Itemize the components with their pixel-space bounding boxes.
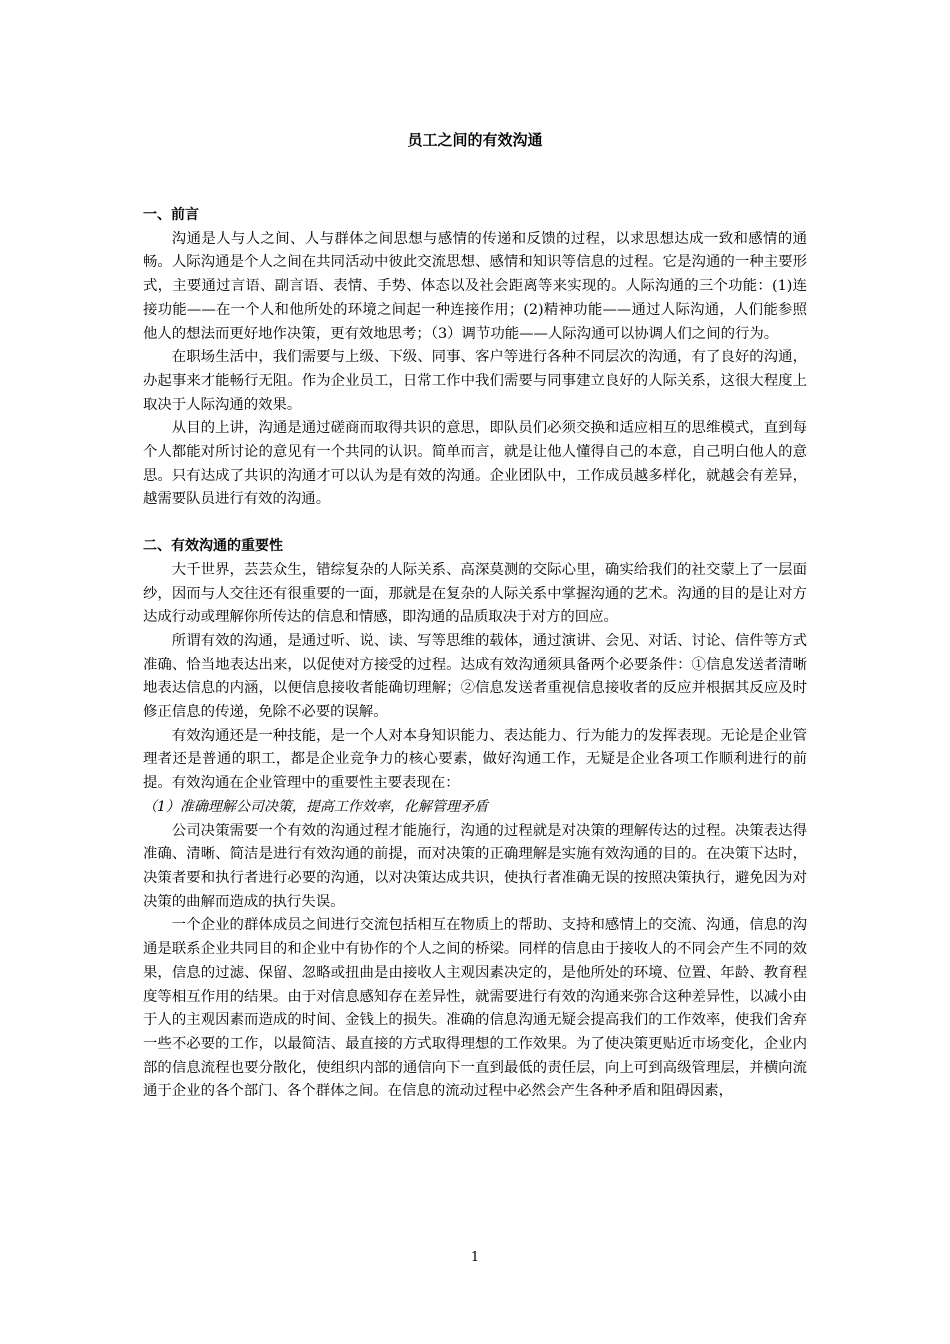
paragraph: 有效沟通还是一种技能，是一个人对本身知识能力、表达能力、行为能力的发挥表现。无论是企业管理者还是普通的职工，都是企业竞争力的核心要素，做好沟通工作，无疑是企业各项工作顺利进行的前提。有效沟通在企业管理中的重要性主要表现在： — [143, 727, 807, 792]
subheading: （1）准确理解公司决策，提高工作效率，化解管理矛盾 — [143, 798, 488, 815]
document-body — [143, 204, 807, 1104]
paragraph: 从目的上讲，沟通是通过磋商而取得共识的意思，即队员们必须交换和适应相互的思维模式，直到每个人都能对所讨论的意见有一个共同的认识。简单而言，就是让他人懂得自己的本意，自己明白他人的意思。只有达成了共识的沟通才可以认为是有效的沟通。企业团队中，工作成员越多样化，就越会有差异，越需要队员进行有效的沟通。 — [143, 420, 807, 508]
paragraph: 在职场生活中，我们需要与上级、下级、同事、客户等进行各种不同层次的沟通，有了良好的沟通，办起事来才能畅行无阻。作为企业员工，日常工作中我们需要与同事建立良好的人际关系，这很大程度上取决于人际沟通的效果。 — [143, 349, 807, 413]
page-number: 1 — [470, 1250, 480, 1265]
paragraph: 大千世界，芸芸众生，错综复杂的人际关系、高深莫测的交际心里，确实给我们的社交蒙上了一层面纱，因而与人交往还有很重要的一面，那就是在复杂的人际关系中掌握沟通的艺术。沟通的目的是让对方达成行动或理解你所传达的信息和情感，即沟通的品质取决于对方的回应。 — [143, 561, 807, 626]
paragraph: 一个企业的群体成员之间进行交流包括相互在物质上的帮助、支持和感情上的交流、沟通，信息的沟通是联系企业共同目的和企业中有协作的个人之间的桥梁。同样的信息由于接收人的不同会产生不同的效果，信息的过滤、保留、忽略或扭曲是由接收人主观因素决定的，是他所处的环境、位置、年龄、教育程度等相互作用的结果。由于对信息感知存在差异性，就需要进行有效的沟通来弥合这种差异性，以减小由于人的主观因素而造成的时间、金钱上的损失。准确的信息沟通无疑会提高我们的工作效率，使我们舍弃一些不必要的工作，以最简洁、最直接的方式取得理想的工作效果。为了使决策更贴近市场变化，企业内部的信息流程也要分散化，使组织内部的通信向下一直到最低的责任层，向上可到高级管理层，并横向流通于企业的各个部门、各个群体之间。在信息的流动过程中必然会产生各种矛盾和阻碍因素， — [143, 917, 807, 1100]
section-heading-preface: 一、前言 — [143, 207, 199, 223]
section-heading-importance: 二、有效沟通的重要性 — [143, 538, 283, 555]
document-title: 员工之间的有效沟通 — [407, 131, 543, 149]
paragraph: 沟通是人与人之间、人与群体之间思想与感情的传递和反馈的过程，以求思想达成一致和感情的通畅。人际沟通是个人之间在共同活动中彼此交流思想、感情和知识等信息的过程。它是沟通的一种主要形式，主要通过言语、副言语、表情、手势、体态以及社会距离等来实现的。人际沟通的三个功能：(1)连接功能——在一个人和他所处的环境之间起一种连接作用；(2)精神功能——通过人际沟通，人们能参照他人的想法而更好地作决策，更有效地思考；（3）调节功能——人际沟通可以协调人们之间的行为。 — [143, 230, 807, 342]
paragraph: 所谓有效的沟通，是通过听、说、读、写等思维的载体，通过演讲、会见、对话、讨论、信件等方式准确、恰当地表达出来，以促使对方接受的过程。达成有效沟通须具备两个必要条件：①信息发送者清晰地表达信息的内涵，以便信息接收者能确切理解；②信息发送者重视信息接收者的反应并根据其反应及时修正信息的传递，免除不必要的误解。 — [143, 632, 807, 721]
paragraph: 公司决策需要一个有效的沟通过程才能施行，沟通的过程就是对决策的理解传达的过程。决策表达得准确、清晰、简洁是进行有效沟通的前提，而对决策的正确理解是实施有效沟通的目的。在决策下达时，决策者要和执行者进行必要的沟通，以对决策达成共识，使执行者准确无误的按照决策执行，避免因为对决策的曲解而造成的执行失误。 — [143, 822, 807, 910]
